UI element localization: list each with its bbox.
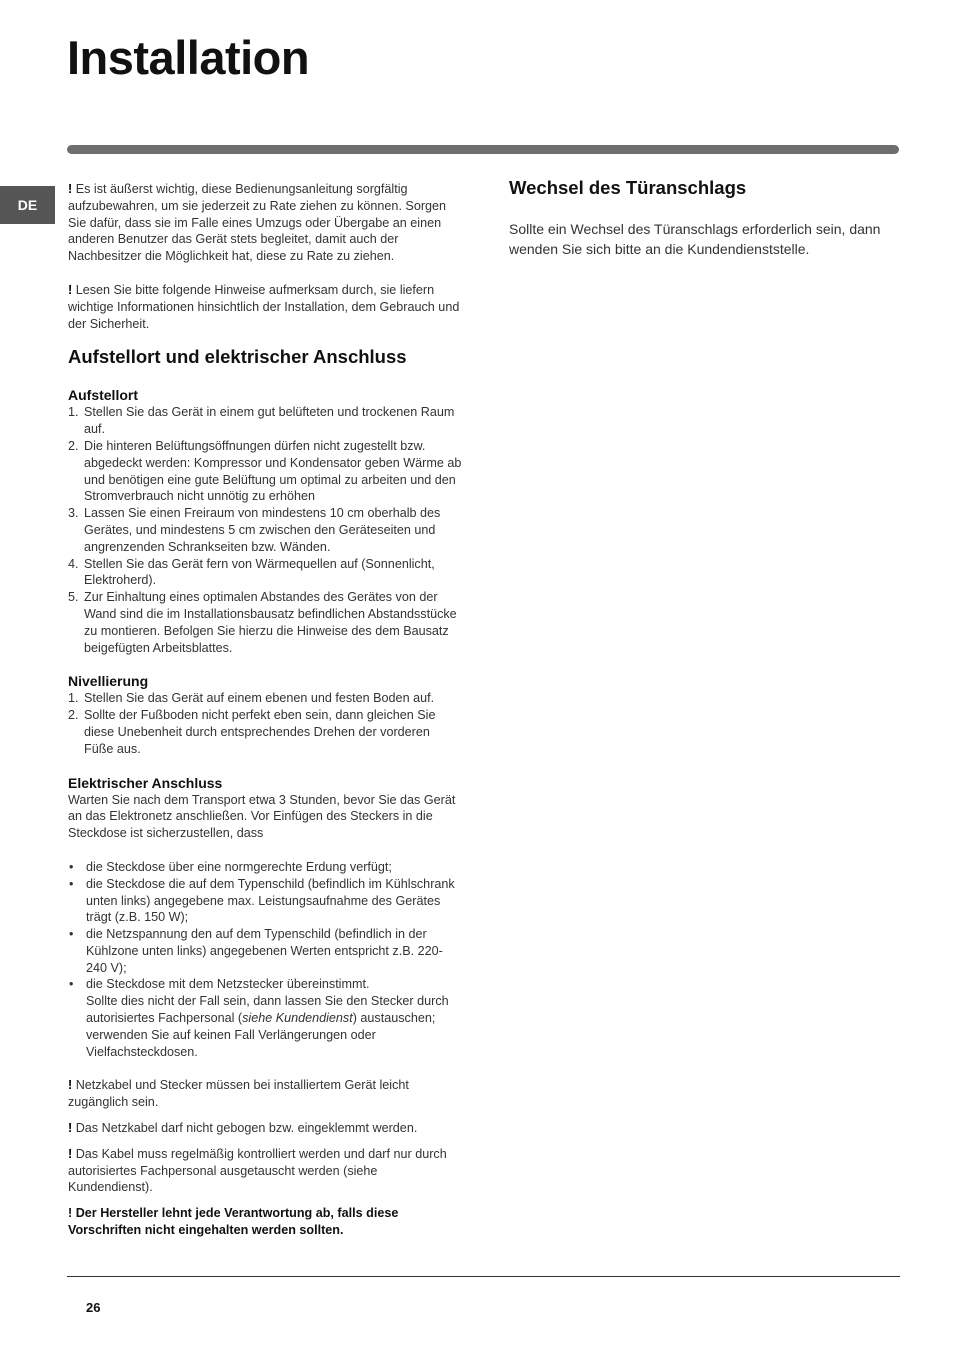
bullet-dot: • <box>69 977 74 992</box>
language-tab: DE <box>0 186 55 224</box>
note-paragraph <box>68 1077 462 1111</box>
list-number: 2. <box>68 708 79 723</box>
warning-mark: ! <box>68 1078 73 1093</box>
bullet-text: die Steckdose über eine normgerechte Erdung verfügt; <box>86 859 392 874</box>
list-item <box>68 438 462 505</box>
intro-text: Es ist äußerst wichtig, diese Bedienungsanleitung sorgfältig aufzubewahren, um sie jederzeit zu Rate ziehen zu können. Sorgen Sie dafür, dass sie im Falle eines Umzugs oder Übergabe an einen anderen Benutzer das Gerät stets begleitet, damit auch der Nachbesitzer die Möglichkeit hat, diese zu Rate zu ziehen. <box>68 182 447 264</box>
bullet-italic-reference: siehe Kundendienst <box>242 1011 353 1026</box>
list-item <box>68 707 462 757</box>
intro-paragraph <box>68 181 462 265</box>
warning-mark: ! <box>68 282 73 297</box>
list-number: 3. <box>68 506 79 521</box>
list-text: Stellen Sie das Gerät in einem gut belüfteten und trockenen Raum auf. <box>84 405 455 437</box>
note-text: Das Kabel muss regelmäßig kontrolliert werden und darf nur durch autorisiertes Fachpersonal ausgetauscht werden (siehe Kundendienst). <box>68 1146 447 1195</box>
list-text: Zur Einhaltung eines optimalen Abstandes des Gerätes von der Wand sind die im Installationsbausatz befindlichen Abstandsstücke zu montieren. Befolgen Sie hierzu die Hinweise des dem Bausatz beigefügten Arbeitsblattes. <box>84 590 457 655</box>
right-column <box>509 176 901 259</box>
anschluss-paragraph: Warten Sie nach dem Transport etwa 3 Stunden, bevor Sie das Gerät an das Elektronetz anschließen. Vor Einfügen des Steckers in die Steckdose ist sicherzustellen, dass <box>68 792 456 841</box>
list-text: Die hinteren Belüftungsöffnungen dürfen nicht zugestellt bzw. abgedeckt werden: Kompressor und Kondensator geben Wärme ab und benötigen eine gute Belüftung um optimal zu arbeiten und den Stromverbrauch nicht unnötig zu erhöhen <box>84 438 462 504</box>
intro-text: Lesen Sie bitte folgende Hinweise aufmerksam durch, sie liefern wichtige Informationen hinsichtlich der Installation, dem Gebrauch und der Sicherheit. <box>68 282 460 331</box>
list-item <box>68 556 462 590</box>
door-change-paragraph: Sollte ein Wechsel des Türanschlags erforderlich sein, dann wenden Sie sich bitte an die Kundendienststelle. <box>509 221 881 257</box>
nivellierung-list <box>68 690 462 757</box>
note-paragraph <box>68 1146 462 1196</box>
page-number: 26 <box>86 1300 101 1315</box>
list-number: 4. <box>68 556 79 571</box>
warning-mark: ! <box>68 1146 73 1161</box>
list-text: Stellen Sie das Gerät fern von Wärmequellen auf (Sonnenlicht, Elektroherd). <box>84 556 435 588</box>
list-text: Lassen Sie einen Freiraum von mindestens 10 cm oberhalb des Gerätes, und mindestens 5 cm zwischen den Geräteseiten und angrenzenden Schrankseiten bzw. Wänden. <box>84 506 441 554</box>
note-paragraph <box>68 1120 462 1137</box>
bullet-dot: • <box>69 876 74 891</box>
list-number: 2. <box>68 438 79 453</box>
bullet-dot: • <box>69 859 74 874</box>
page-title: Installation <box>67 31 310 84</box>
bullet-text: Sollte dies nicht der Fall sein, dann lassen Sie den Stecker durch autorisiertes Fachpersonal ( <box>86 994 449 1026</box>
bullet-item <box>68 859 462 876</box>
note-text: Netzkabel und Stecker müssen bei installiertem Gerät leicht zugänglich sein. <box>68 1078 409 1110</box>
intro-paragraph <box>68 282 462 332</box>
subsection-heading: Elektrischer Anschluss <box>68 774 223 791</box>
list-item <box>68 404 462 438</box>
bullet-item <box>68 876 462 926</box>
list-text: Stellen Sie das Gerät auf einem ebenen und festen Boden auf. <box>84 691 435 706</box>
subsection-heading: Aufstellort <box>68 387 138 404</box>
section-heading: Wechsel des Türanschlags <box>509 177 747 198</box>
subsection-heading: Nivellierung <box>68 673 149 690</box>
bullet-item <box>68 926 462 976</box>
list-item <box>68 589 462 656</box>
aufstellort-list <box>68 404 462 656</box>
bullet-item <box>68 976 462 1060</box>
list-item <box>68 505 462 555</box>
bullet-text: die Netzspannung den auf dem Typenschild (befindlich in der Kühlzone unten links) angegebenen Werten entspricht z.B. 220-240 V); <box>86 927 443 975</box>
section-heading: Aufstellort und elektrischer Anschluss <box>68 346 407 368</box>
warning-mark: ! <box>68 182 73 196</box>
list-item <box>68 690 462 707</box>
warning-mark: ! <box>68 1121 73 1136</box>
bullet-text: die Steckdose die auf dem Typenschild (befindlich im Kühlschrank unten links) angegebene max. Leistungsaufnahme des Gerätes trägt (z.B. 150 W); <box>86 876 455 925</box>
list-number: 5. <box>68 590 79 605</box>
anschluss-bullet-list <box>68 859 462 1061</box>
header-divider-bar <box>67 145 899 154</box>
list-number: 1. <box>68 405 79 420</box>
bullet-dot: • <box>69 927 74 942</box>
list-text: Sollte der Fußboden nicht perfekt eben sein, dann gleichen Sie diese Unebenheit durch entsprechendes Drehen der vorderen Füße aus. <box>84 708 436 756</box>
bullet-text: die Steckdose mit dem Netzstecker übereinstimmt. <box>86 977 370 992</box>
list-number: 1. <box>68 691 79 706</box>
bullet-text: ) austauschen; verwenden Sie auf keinen Fall Verlängerungen oder Vielfachsteckdosen. <box>86 1011 436 1059</box>
liability-note: ! Der Hersteller lehnt jede Verantwortung ab, falls diese Vorschriften nicht eingehalten werden sollten. <box>68 1206 399 1238</box>
note-text: Das Netzkabel darf nicht gebogen bzw. eingeklemmt werden. <box>72 1121 418 1136</box>
left-column <box>68 181 462 1239</box>
footer-divider <box>67 1276 900 1277</box>
